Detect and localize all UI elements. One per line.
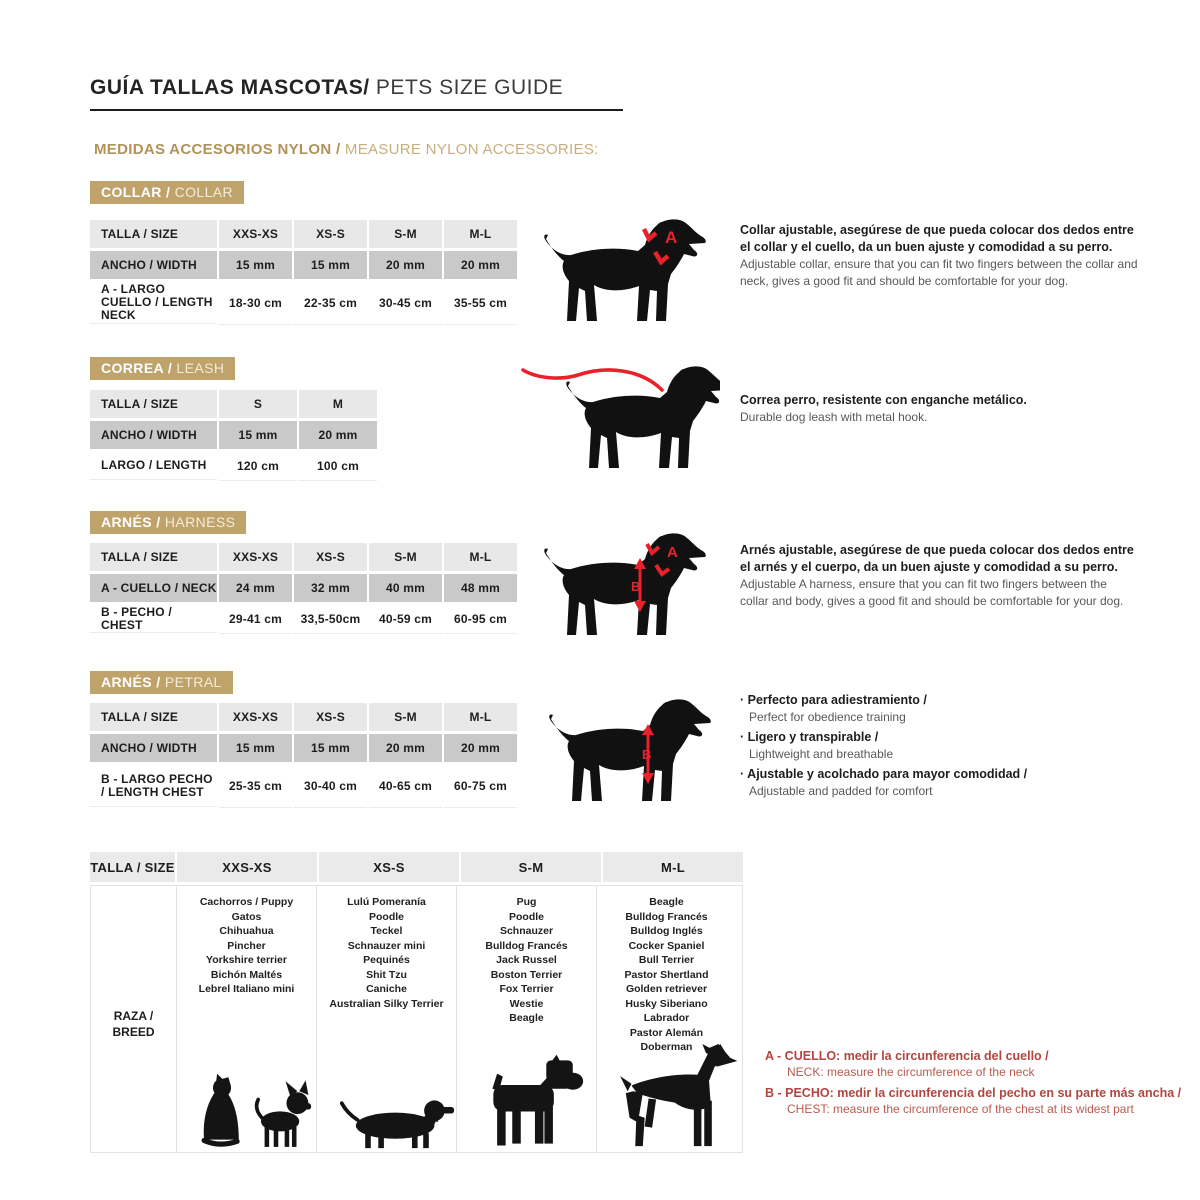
leash-size-table [90, 390, 377, 484]
table-cell: XS-S [294, 543, 367, 571]
table-row-label: LARGO / LENGTH [90, 452, 217, 480]
breed-size-table [90, 852, 743, 1153]
petral-feature-list [740, 692, 1140, 803]
table-cell: M-L [444, 543, 517, 571]
table-cell: 20 mm [299, 421, 377, 449]
table-cell: 60-75 cm [444, 765, 517, 808]
table-cell: 33,5-50cm [294, 605, 367, 634]
table-row [90, 452, 377, 481]
breed-list-item: Bulldog Francés [485, 939, 568, 952]
harness-badge-es: ARNÉS / [101, 514, 161, 530]
table-cell: XXS-XS [219, 543, 292, 571]
table-cell: 29-41 cm [219, 605, 292, 634]
note-a-en: NECK: measure the circumference of the neck [787, 1065, 1035, 1079]
breed-header-cell: TALLA / SIZE [90, 852, 175, 882]
petral-bullet-es: · Ligero y transpirable / [740, 730, 879, 744]
table-row-label: TALLA / SIZE [90, 390, 217, 418]
table-row-label: TALLA / SIZE [90, 543, 217, 571]
breed-header-cell: S-M [461, 852, 601, 882]
table-cell: 20 mm [444, 251, 517, 279]
breed-header-cell: M-L [603, 852, 743, 882]
collar-desc-es: Collar ajustable, asegúrese de que pueda colocar dos dedos entre el collar y el cuello, da un buen ajuste y comodidad a su perro. [740, 223, 1134, 254]
leash-line-icon [523, 370, 662, 390]
measure-label-b: B [631, 579, 641, 594]
breed-list-item: Cocker Spaniel [628, 939, 705, 952]
breed-list-item: Caniche [366, 983, 407, 995]
table-header-row [90, 703, 517, 731]
table-cell: 24 mm [219, 574, 292, 602]
collar-section-badge [90, 181, 244, 204]
raza-label-en: BREED [112, 1024, 155, 1039]
leash-desc-es: Correa perro, resistente con enganche metálico. [740, 393, 1027, 407]
breed-list-item: Teckel [370, 925, 403, 937]
harness-section-badge [90, 511, 246, 534]
breed-list-item: Pastor Shertland [624, 968, 709, 981]
table-cell: 20 mm [444, 734, 517, 762]
leash-description [740, 392, 1138, 426]
table-cell: 30-45 cm [369, 282, 442, 325]
table-row-label: B - LARGO PECHO / LENGTH CHEST [90, 765, 217, 807]
breed-list-item: Poodle [508, 910, 544, 923]
table-cell: S [219, 390, 297, 418]
breed-list-item: Lulú Pomeranía [347, 896, 426, 908]
table-cell: 15 mm [219, 734, 292, 762]
breed-list-item: Schnauzer mini [347, 939, 426, 952]
breed-list-item: Shit Tzu [366, 968, 407, 981]
raza-breed-label-cell [91, 886, 176, 1152]
petral-badge-en: PETRAL [160, 674, 222, 690]
measure-label-b: B [642, 747, 652, 762]
table-row-label: B - PECHO / CHEST [90, 605, 217, 633]
table-cell: 15 mm [219, 251, 292, 279]
table-cell: XS-S [294, 703, 367, 731]
table-cell: S-M [369, 703, 442, 731]
breed-header-cell: XS-S [319, 852, 459, 882]
breed-list-item: Westie [509, 997, 544, 1010]
measure-label-a: A [667, 544, 678, 561]
table-header-row [90, 390, 377, 418]
breed-list-item: Pincher [227, 939, 266, 952]
table-cell: 40 mm [369, 574, 442, 602]
breed-list-item: Boston Terrier [490, 968, 563, 981]
cat-silhouette-icon [192, 1070, 244, 1152]
page-title-en: PETS SIZE GUIDE [369, 76, 564, 99]
table-row [90, 605, 517, 634]
table-cell: 30-40 cm [294, 765, 367, 808]
harness-description [740, 542, 1138, 609]
table-cell: 15 mm [294, 734, 367, 762]
raza-label-es: RAZA / [113, 1008, 154, 1023]
measurement-notes [765, 1048, 1195, 1122]
dachshund-silhouette-icon [338, 1092, 456, 1150]
breed-list-item: Beagle [509, 1012, 544, 1024]
collar-badge-es: COLLAR / [101, 184, 171, 200]
note-b-en: CHEST: measure the circumference of the chest at its widest part [787, 1102, 1134, 1116]
table-cell: 20 mm [369, 251, 442, 279]
table-row [90, 765, 517, 808]
breed-list-item: Bull Terrier [638, 954, 695, 966]
table-row [90, 734, 517, 762]
note-a-es: A - CUELLO: medir la circunferencia del cuello / [765, 1049, 1049, 1063]
leash-desc-en: Durable dog leash with metal hook. [740, 410, 928, 424]
breed-list-item: Beagle [649, 896, 684, 908]
petral-section-badge [90, 671, 233, 694]
table-cell: XXS-XS [219, 220, 292, 248]
schnauzer-silhouette-icon [482, 1054, 586, 1150]
table-row-label: TALLA / SIZE [90, 220, 217, 248]
table-cell: 20 mm [369, 734, 442, 762]
table-row-label: A - LARGO CUELLO / LENGTH NECK [90, 282, 217, 324]
table-cell: 15 mm [294, 251, 367, 279]
breed-list-item: Bulldog Francés [625, 910, 708, 923]
harness-size-table [90, 543, 517, 637]
leash-badge-en: LEASH [172, 360, 225, 376]
table-cell: 48 mm [444, 574, 517, 602]
petral-bullet-en: Perfect for obedience training [749, 710, 906, 724]
table-row-label: TALLA / SIZE [90, 703, 217, 731]
page-title [90, 76, 623, 111]
petral-bullet-es: · Ajustable y acolchado para mayor comodidad / [740, 767, 1028, 781]
harness-badge-en: HARNESS [160, 514, 236, 530]
table-cell: 40-65 cm [369, 765, 442, 808]
table-row [90, 574, 517, 602]
petral-bullet-en: Adjustable and padded for comfort [749, 784, 933, 798]
table-row-label: ANCHO / WIDTH [90, 734, 217, 762]
breed-header-cell: XXS-XS [177, 852, 317, 882]
breed-list-item: Pastor Alemán [629, 1026, 704, 1039]
breed-list-item: Pug [516, 896, 537, 908]
doberman-silhouette-icon [610, 1044, 738, 1148]
table-cell: 120 cm [219, 452, 297, 481]
table-cell: 25-35 cm [219, 765, 292, 808]
petral-dog-illustration [548, 697, 718, 809]
breed-list-item: Pequinés [363, 954, 410, 966]
harness-desc-en: Adjustable A harness, ensure that you can fit two fingers between the collar and body, gives a good fit and should be comfortable for your dog. [740, 577, 1124, 608]
page-subtitle-en: MEASURE NYLON ACCESSORIES: [340, 141, 599, 158]
breed-list-item: Husky Siberiano [625, 997, 708, 1010]
table-row-label: ANCHO / WIDTH [90, 421, 217, 449]
petral-badge-es: ARNÉS / [101, 674, 161, 690]
note-b-es: B - PECHO: medir la circunferencia del pecho en su parte más ancha / [765, 1086, 1182, 1100]
table-row [90, 282, 517, 325]
table-row [90, 421, 377, 449]
collar-dog-illustration [543, 217, 713, 329]
breed-list-item: Cachorros / Puppy [199, 896, 294, 908]
table-cell: M [299, 390, 377, 418]
petral-size-table [90, 703, 517, 811]
breed-list-item: Gatos [231, 910, 262, 923]
table-cell: M-L [444, 703, 517, 731]
measure-label-a: A [665, 228, 678, 247]
table-row [90, 251, 517, 279]
table-header-row [90, 543, 517, 571]
harness-desc-es: Arnés ajustable, asegúrese de que pueda colocar dos dedos entre el arnés y el cuerpo, da un buen ajuste y comodidad a su perro. [740, 543, 1134, 574]
table-row-label: ANCHO / WIDTH [90, 251, 217, 279]
harness-dog-illustration [543, 531, 713, 643]
page-subtitle-es: MEDIDAS ACCESORIOS NYLON / [94, 141, 341, 158]
table-cell: 60-95 cm [444, 605, 517, 634]
breed-list-item: Bulldog Inglés [630, 925, 703, 937]
breed-list-item: Yorkshire terrier [206, 954, 287, 966]
breed-list-item: Chihuahua [219, 925, 274, 937]
table-cell: XXS-XS [219, 703, 292, 731]
breed-list-item: Schnauzer [499, 925, 554, 937]
breed-list-item: Labrador [643, 1012, 690, 1024]
table-cell: 18-30 cm [219, 282, 292, 325]
table-cell: 22-35 cm [294, 282, 367, 325]
table-cell: 32 mm [294, 574, 367, 602]
page-subtitle [94, 141, 599, 158]
table-cell: S-M [369, 543, 442, 571]
petral-bullet-en: Lightweight and breathable [749, 747, 894, 761]
leash-dog-illustration [520, 364, 720, 476]
table-cell: XS-S [294, 220, 367, 248]
petral-bullet-es: · Perfecto para adiestramiento / [740, 693, 927, 707]
table-header-row [90, 220, 517, 248]
table-cell: 35-55 cm [444, 282, 517, 325]
breed-list-item: Doberman [640, 1041, 693, 1053]
collar-size-table [90, 220, 517, 328]
table-cell: M-L [444, 220, 517, 248]
table-cell: 100 cm [299, 452, 377, 481]
breed-list-item: Australian Silky Terrier [329, 997, 444, 1010]
breed-list-item: Poodle [368, 910, 404, 923]
breed-list-item: Jack Russel [496, 954, 557, 966]
breed-list-item: Fox Terrier [499, 983, 554, 995]
page-title-es: GUÍA TALLAS MASCOTAS/ [90, 76, 370, 99]
collar-description [740, 222, 1138, 289]
table-row-label: A - CUELLO / NECK [90, 574, 217, 602]
table-cell: 15 mm [219, 421, 297, 449]
table-cell: 40-59 cm [369, 605, 442, 634]
leash-badge-es: CORREA / [101, 360, 173, 376]
breed-list-item: Lebrel Italiano mini [198, 983, 295, 995]
breed-list-item: Bichón Maltés [210, 968, 283, 981]
table-cell: S-M [369, 220, 442, 248]
collar-badge-en: COLLAR [170, 184, 234, 200]
chihuahua-silhouette-icon [250, 1078, 312, 1152]
leash-section-badge [90, 357, 235, 380]
breed-list-item: Golden retriever [625, 983, 708, 995]
collar-desc-en: Adjustable collar, ensure that you can fit two fingers between the collar and neck, gives a good fit and should be comfortable for your dog. [740, 257, 1138, 288]
breed-table-header [90, 852, 743, 882]
